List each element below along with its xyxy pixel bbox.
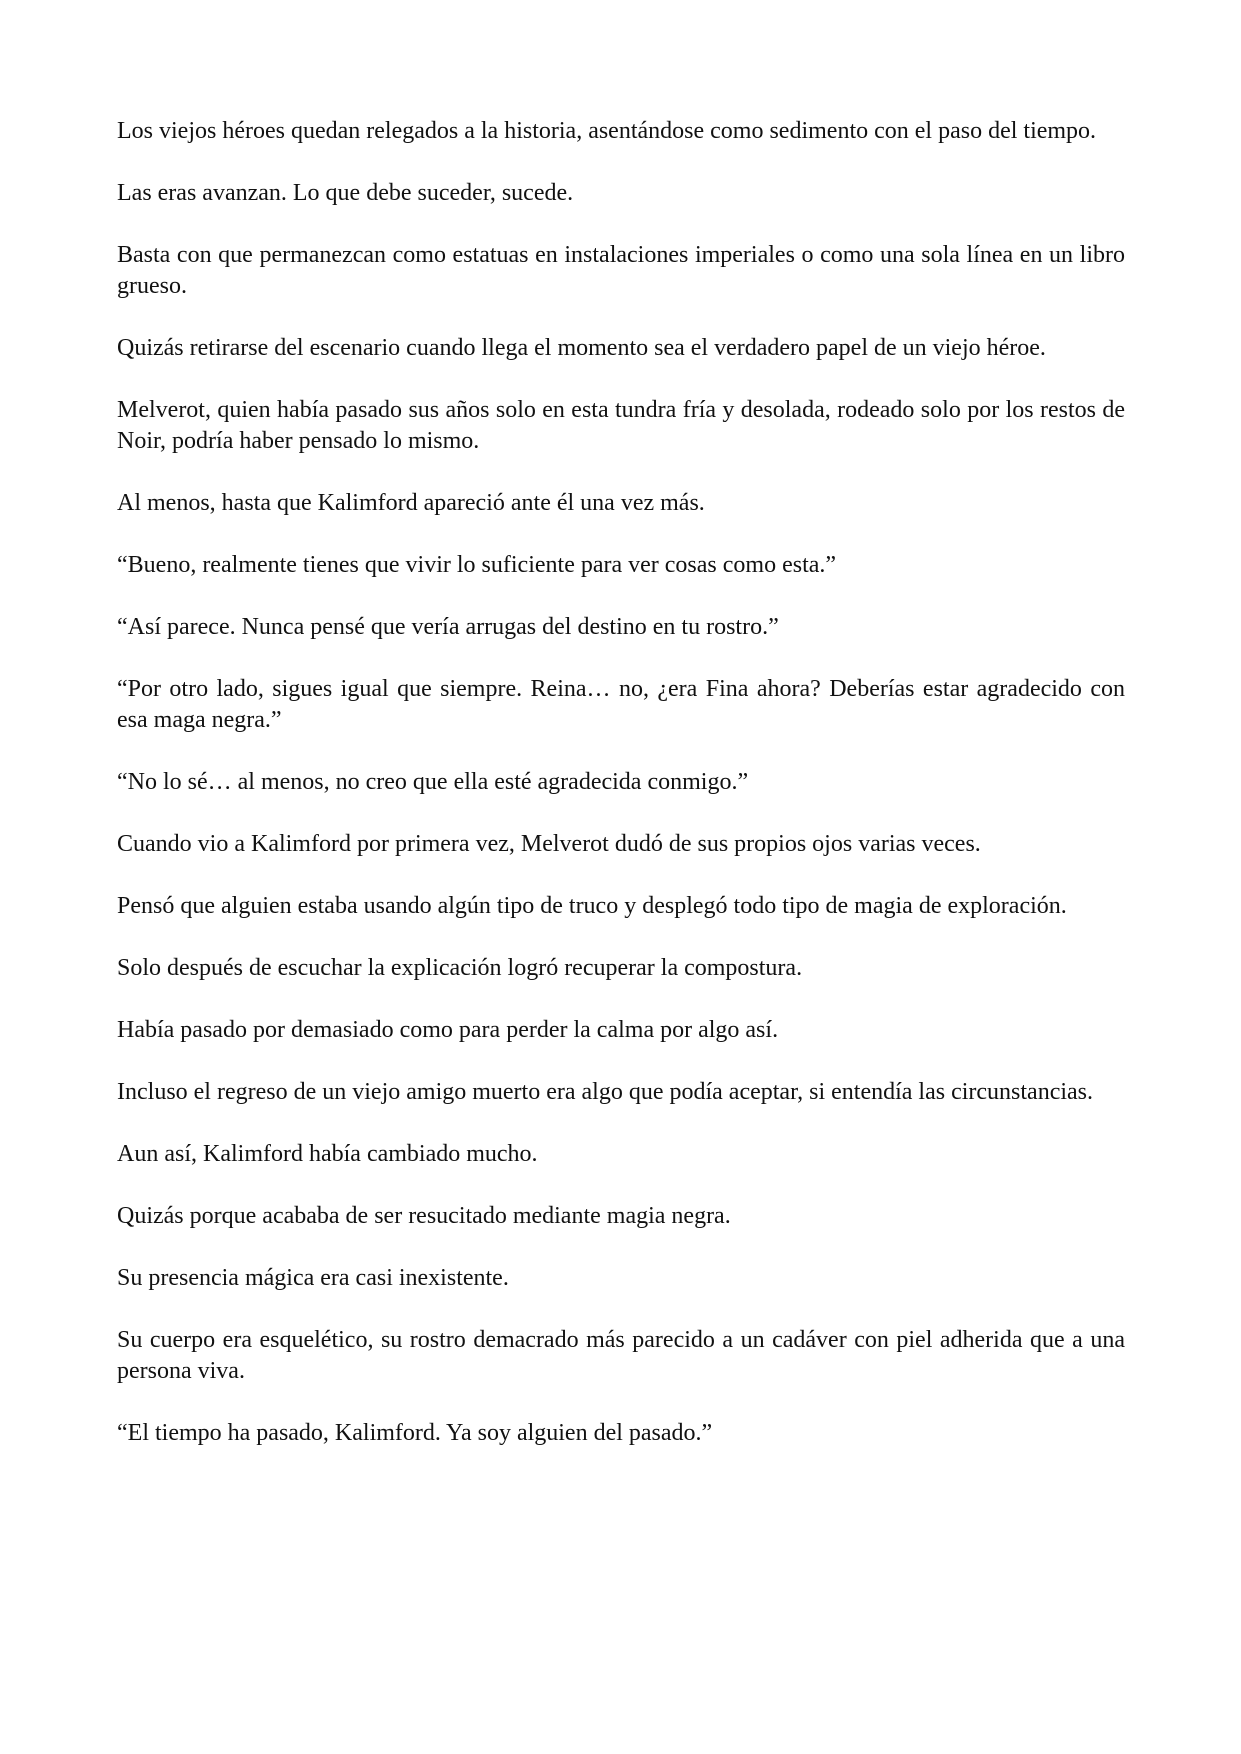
paragraph: Melverot, quien había pasado sus años solo en esta tundra fría y desolada, rodeado solo por los restos de Noir, podría haber pensado lo mismo.: [117, 397, 1125, 454]
paragraph: Solo después de escuchar la explicación logró recuperar la compostura.: [117, 955, 803, 981]
paragraph: Cuando vio a Kalimford por primera vez, Melverot dudó de sus propios ojos varias veces.: [117, 831, 981, 857]
body-text: [117, 116, 1125, 1480]
paragraph: “Bueno, realmente tienes que vivir lo suficiente para ver cosas como esta.”: [117, 552, 837, 578]
paragraph: Su cuerpo era esquelético, su rostro demacrado más parecido a un cadáver con piel adherida que a una persona viva.: [117, 1327, 1125, 1384]
paragraph: Había pasado por demasiado como para perder la calma por algo así.: [117, 1017, 779, 1043]
paragraph: Incluso el regreso de un viejo amigo muerto era algo que podía aceptar, si entendía las circunstancias.: [117, 1079, 1094, 1105]
paragraph: Su presencia mágica era casi inexistente.: [117, 1265, 509, 1291]
paragraph: Las eras avanzan. Lo que debe suceder, sucede.: [117, 180, 574, 206]
paragraph: “El tiempo ha pasado, Kalimford. Ya soy alguien del pasado.”: [117, 1420, 713, 1446]
paragraph: “Por otro lado, sigues igual que siempre. Reina… no, ¿era Fina ahora? Deberías estar agradecido con esa maga negra.”: [117, 676, 1125, 733]
paragraph: Al menos, hasta que Kalimford apareció ante él una vez más.: [117, 490, 705, 516]
paragraph: Quizás porque acababa de ser resucitado mediante magia negra.: [117, 1203, 731, 1229]
paragraph: Basta con que permanezcan como estatuas en instalaciones imperiales o como una sola línea en un libro grueso.: [117, 242, 1125, 299]
paragraph: “No lo sé… al menos, no creo que ella esté agradecida conmigo.”: [117, 769, 749, 795]
paragraph: “Así parece. Nunca pensé que vería arrugas del destino en tu rostro.”: [117, 614, 779, 640]
paragraph: Aun así, Kalimford había cambiado mucho.: [117, 1141, 538, 1167]
paragraph: Los viejos héroes quedan relegados a la historia, asentándose como sedimento con el paso del tiempo.: [117, 118, 1097, 144]
paragraph: Quizás retirarse del escenario cuando llega el momento sea el verdadero papel de un viejo héroe.: [117, 335, 1046, 361]
paragraph: Pensó que alguien estaba usando algún tipo de truco y desplegó todo tipo de magia de exploración.: [117, 893, 1067, 919]
